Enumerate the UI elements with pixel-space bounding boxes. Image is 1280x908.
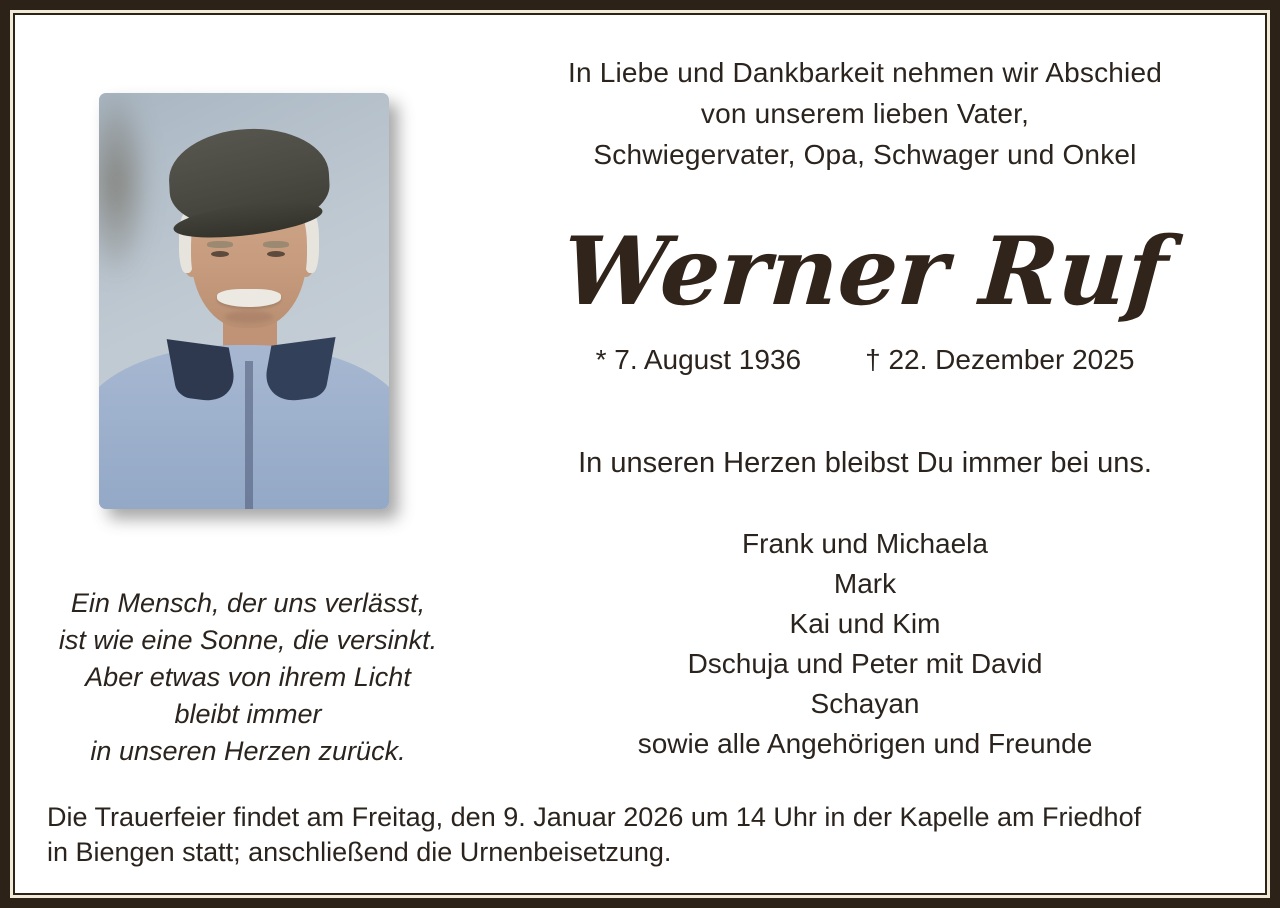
portrait-shirt [99,345,389,509]
mourner-name: Dschuja und Peter mit David [687,648,1043,679]
portrait-eye-left [211,251,229,257]
portrait-brow-right [263,241,289,248]
intro-text [470,52,1260,175]
intro-line: Schwiegervater, Opa, Schwager und Onkel [593,139,1137,170]
intro-line: In Liebe und Dankbarkeit nehmen wir Abschied [567,57,1163,88]
portrait-brow-left [207,241,233,248]
funeral-line: in Biengen statt; anschließend die Urnenbeisetzung. [47,837,672,867]
poem-line: ist wie eine Sonne, die versinkt. [58,625,438,655]
mourners-list [470,524,1260,764]
birth-date: * 7. August 1936 [595,344,802,375]
mourner-name: Kai und Kim [789,608,941,639]
portrait-eye-right [267,251,285,257]
portrait-mustache [217,289,281,307]
memorial-poem [38,585,458,770]
mourner-name: Schayan [810,688,920,719]
tribute-line: In unseren Herzen bleibst Du immer bei uns. [578,447,1152,479]
poem-line: Ein Mensch, der uns verlässt, [70,588,426,618]
photo-background-blur [99,93,151,283]
life-dates [470,344,1260,376]
poem-line: bleibt immer [174,699,322,729]
deceased-name: Werner Ruf [558,217,1172,327]
funeral-details [47,800,1242,870]
intro-line: von unserem lieben Vater, [700,98,1030,129]
portrait-chin-shadow [225,311,273,323]
portrait-photo [99,93,389,509]
death-date: † 22. Dezember 2025 [865,344,1135,375]
mourner-name: Mark [833,568,897,599]
poem-line: Aber etwas von ihrem Licht [85,662,411,692]
funeral-line: Die Trauerfeier findet am Freitag, den 9. Januar 2026 um 14 Uhr in der Kapelle am Friedhof [47,802,1142,832]
portrait-shirt-placket [245,361,253,509]
mourner-name: Frank und Michaela [742,528,988,559]
mourner-name: sowie alle Angehörigen und Freunde [637,728,1093,759]
poem-line: in unseren Herzen zurück. [90,736,406,766]
